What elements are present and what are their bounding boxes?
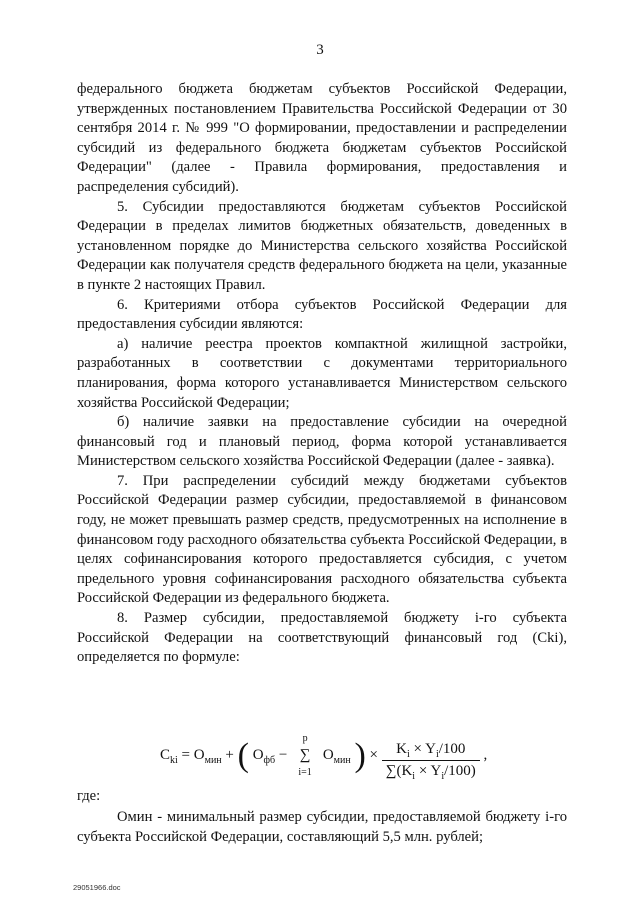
sum-block — [291, 733, 319, 779]
paragraph-7: 7. При распределении субсидий между бюджетами субъектов Российской Федерации размер субсидии, предоставляемой в финансовом году, не может превышать размер средств, предусмотренных на исполнение в финансовом году расходного обязательства субъекта Российской Федерации, в целях софинансирования которого предоставляется субсидия, с учетом предельного уровня софинансирования расходного обязательства субъекта Российской Федерации из федерального бюджета. — [77, 472, 567, 607]
paragraph-8: 8. Размер субсидии, предоставляемой бюджету i-го субъекта Российской Федерации на соответствующий финансовый год (Cki), определяется по формуле: — [77, 610, 567, 666]
definition-omin: Омин - минимальный размер субсидии, предоставляемой бюджету i-го субъекта Российской Федерации, составляющий 5,5 млн. рублей; — [77, 809, 567, 845]
footer-filename: 29051966.doc — [73, 883, 121, 892]
paragraph-5: 5. Субсидии предоставляются бюджетам субъектов Российской Федерации в пределах лимитов бюджетных обязательств, доведенных в установленном порядке до Министерства сельского хозяйства Российской Федерации как получателя средств федерального бюджета на цели, указанные в пункте 2 настоящих Правил. — [77, 198, 567, 293]
definitions — [77, 808, 567, 847]
fraction-numerator: $K_i \times Y_i/100$ — [382, 741, 480, 761]
sum-top: p — [302, 733, 308, 745]
formula-equals: = — [181, 747, 194, 763]
formula-ofb: О — [252, 747, 264, 763]
paragraph-intro: федерального бюджета бюджетам субъектов Российской Федерации, утвержденных постановлением Правительства Российской Федерации от 30 сентября 2014 г. № 999 "О формировании, предоставлении и распределении субсидий из федерального бюджета бюджетам субъектов Российской Федерации" (далее - Правила формирования, предоставления и распределения субсидий). — [77, 81, 567, 195]
where-label: где: — [77, 788, 101, 804]
paragraph-6: 6. Критериями отбора субъектов Российской Федерации для предоставления субсидии являются: — [77, 296, 567, 333]
sum-bottom: i=1 — [298, 767, 312, 779]
formula-expression — [160, 730, 488, 783]
paragraph-6a: а) наличие реестра проектов компактной жилищной застройки, разработанных в соответствии с документами территориального планирования, форма которого устанавливается Министерством сельского хозяйства Российской Федерации; — [77, 335, 567, 411]
page-number: 3 — [316, 42, 324, 58]
formula-times: × — [369, 747, 382, 763]
sum-sign-icon: ∑ — [299, 747, 311, 764]
text-block — [77, 80, 567, 668]
formula-lhs: C — [160, 747, 171, 763]
fraction-denominator: $\sum(K_i \times Y_i/100)$ — [385, 763, 476, 783]
paragraph-6b: б) наличие заявки на предоставление субсидии на очередной финансовый год и плановый период, форма которой устанавливается Министерством сельского хозяйства Российской Федерации (далее - заявка). — [77, 414, 567, 470]
formula-minus: − — [278, 747, 292, 763]
formula-block — [160, 708, 500, 783]
paren-close: ) — [354, 737, 366, 774]
formula-omin-2: О — [322, 747, 334, 763]
formula-comma: , — [483, 747, 488, 763]
formula-plus: + — [225, 747, 238, 763]
formula-omin: О — [193, 747, 205, 763]
paren-open: ( — [237, 737, 249, 774]
formula-ofb-sub: фб — [263, 755, 276, 766]
formula-fraction — [382, 741, 480, 782]
formula-omin-sub: мин — [204, 755, 222, 766]
formula-lhs-sub: ki — [170, 755, 178, 766]
formula-omin-2-sub: мин — [333, 755, 351, 766]
